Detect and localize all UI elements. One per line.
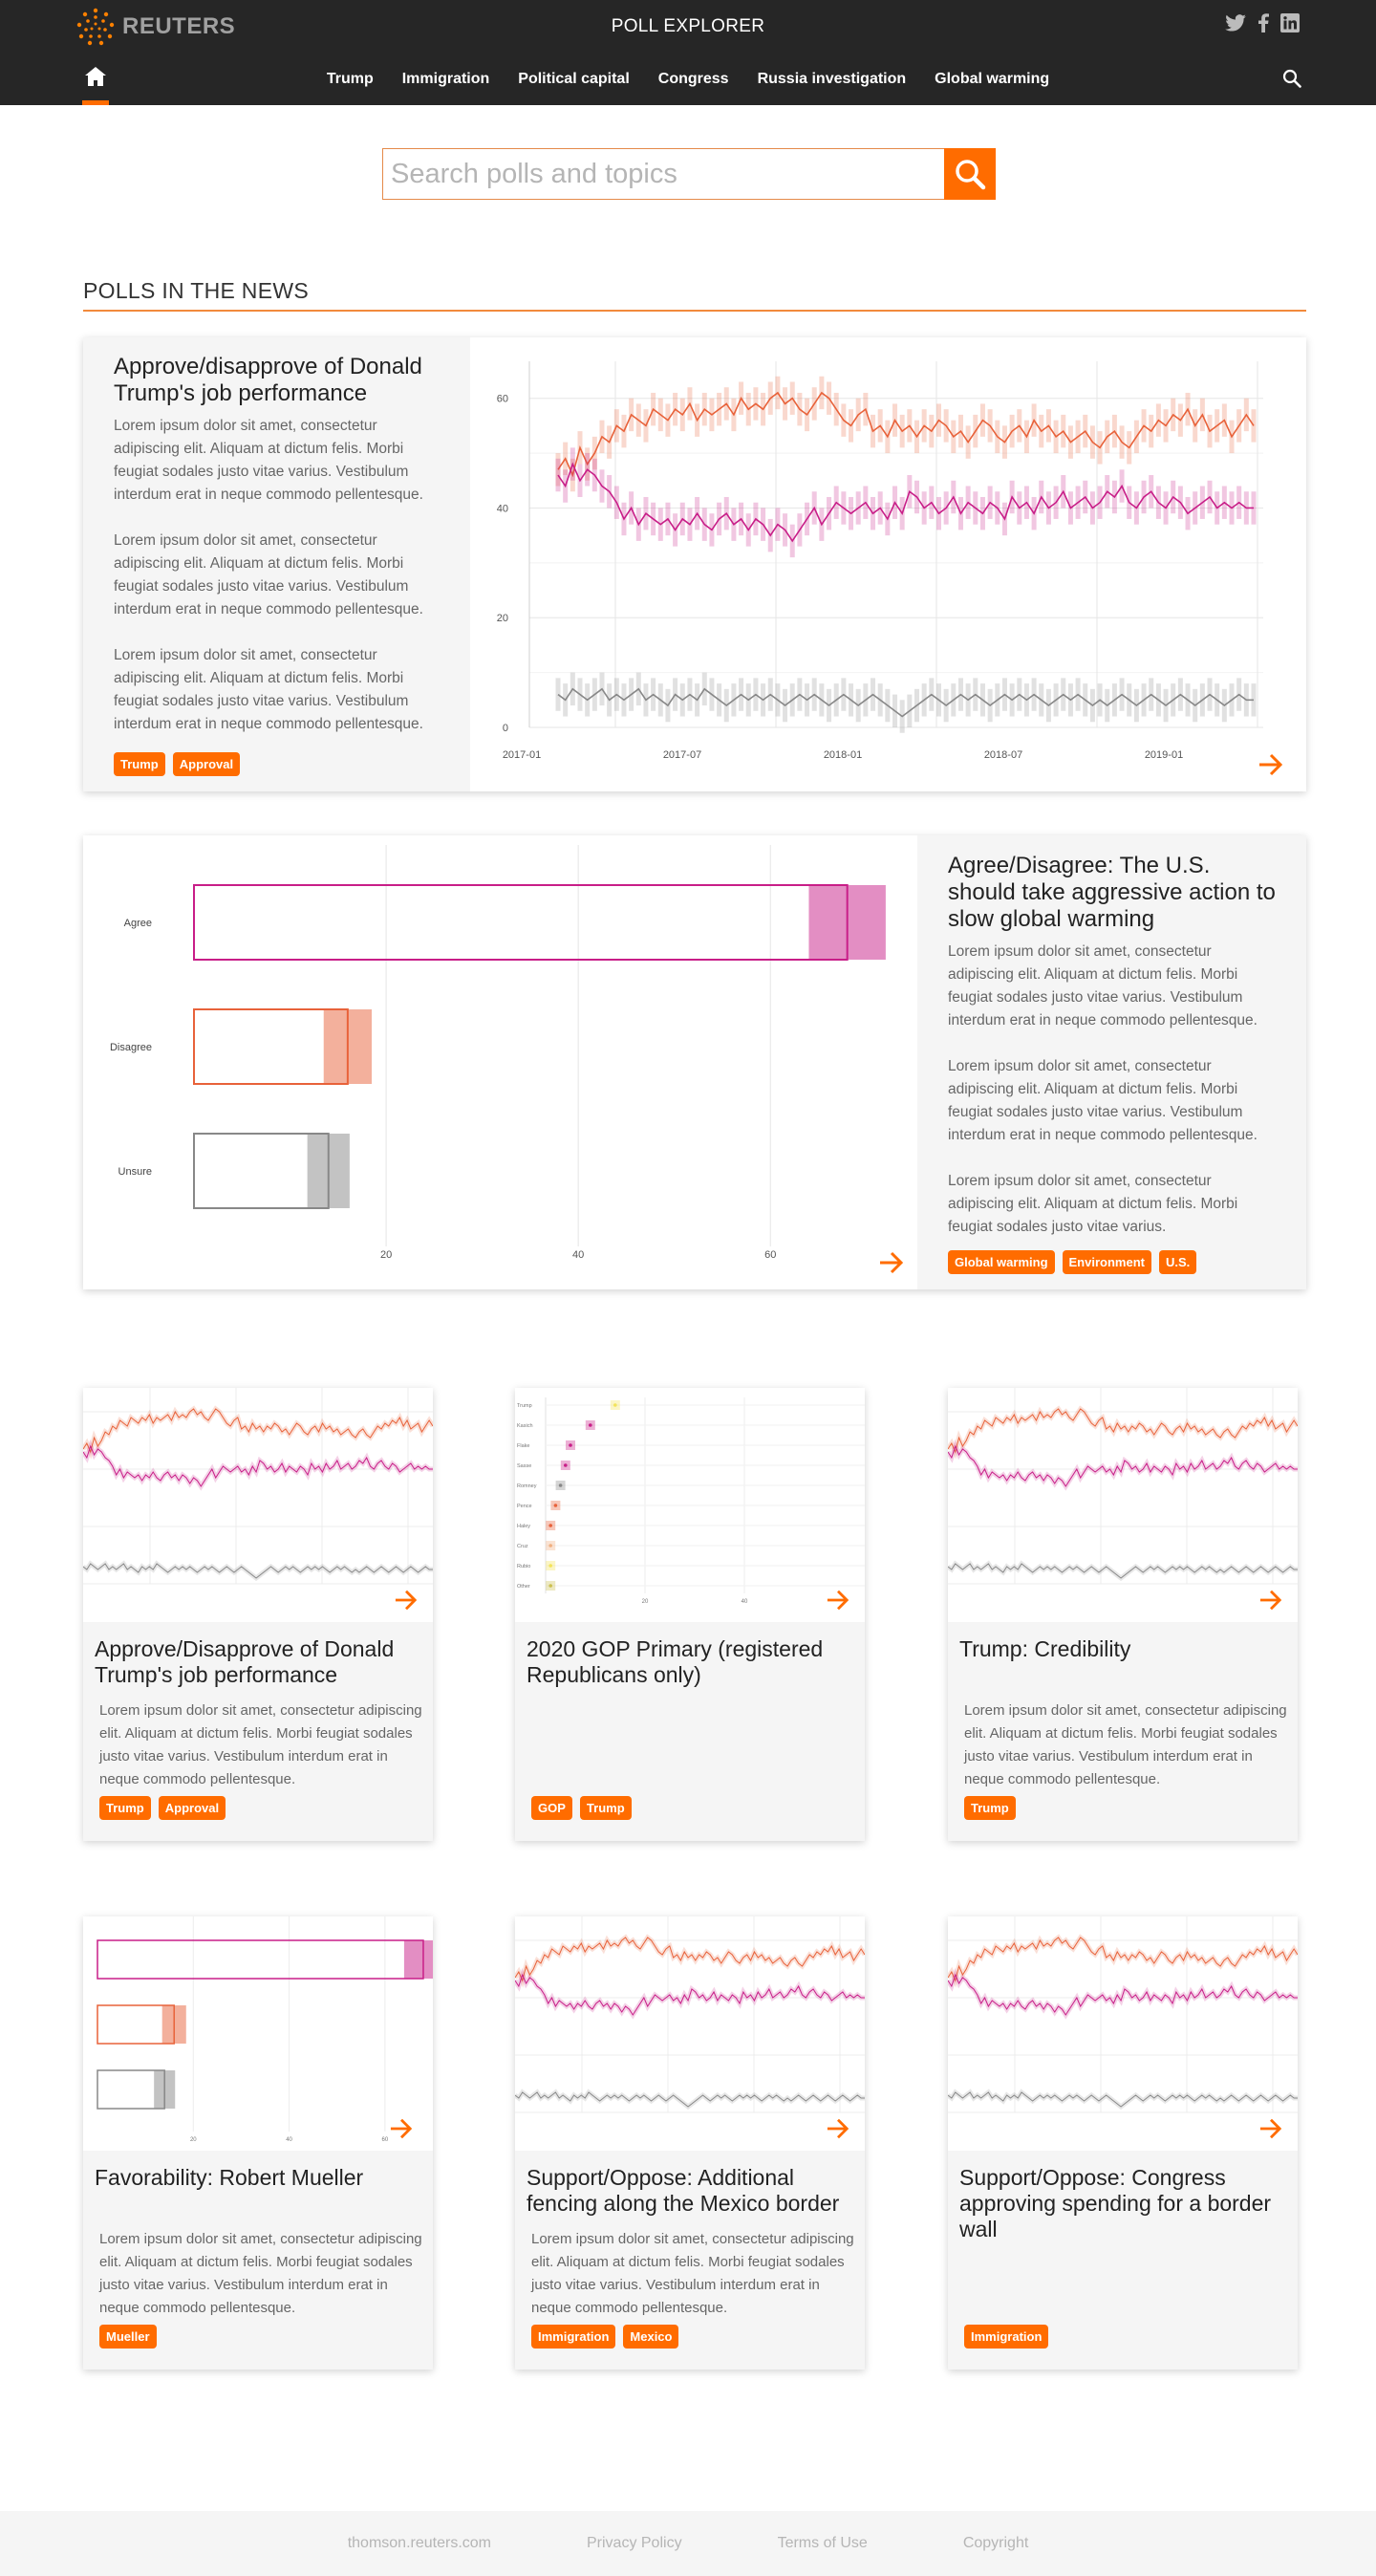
category-label: Rubio bbox=[517, 1564, 531, 1569]
x-tick-label: 40 bbox=[741, 1599, 748, 1605]
series-band bbox=[515, 1937, 865, 1981]
tag[interactable]: U.S. bbox=[1159, 1250, 1196, 1274]
tag[interactable]: Environment bbox=[1063, 1250, 1151, 1274]
poll-card-thumbnail bbox=[83, 1388, 433, 1622]
poll-card-title: Favorability: Robert Mueller bbox=[95, 2165, 364, 2190]
tag[interactable]: Trump bbox=[114, 752, 165, 776]
tag[interactable]: Trump bbox=[580, 1796, 632, 1820]
arrow-right-icon[interactable] bbox=[878, 1250, 905, 1275]
x-tick-label: 2017-01 bbox=[502, 749, 542, 761]
search-input[interactable] bbox=[382, 148, 944, 200]
tag-list bbox=[948, 1250, 1196, 1274]
y-tick-label: 40 bbox=[496, 503, 508, 515]
series-line bbox=[83, 1446, 433, 1486]
series-band bbox=[948, 1937, 1298, 1981]
category-label: Kasich bbox=[517, 1423, 533, 1429]
footer-link-terms-of-use[interactable]: Terms of Use bbox=[777, 2535, 868, 2551]
poll-card-thumbnail bbox=[83, 1916, 433, 2151]
poll-card[interactable] bbox=[948, 1388, 1298, 1841]
poll-card[interactable] bbox=[83, 1388, 433, 1841]
feature-card-body bbox=[114, 415, 440, 736]
paragraph: Lorem ipsum dolor sit amet, consectetur adipiscing elit. Aliquam at dictum felis. Morbi feugiat sodales justo vitae varius. Vestibulum interdum erat in neque commodo pellentesque. bbox=[948, 943, 1258, 1028]
footer-link-thomson-reuters[interactable]: thomson.reuters.com bbox=[347, 2535, 491, 2551]
top-bar bbox=[0, 0, 1376, 105]
ci-bar bbox=[556, 678, 561, 710]
tag-list bbox=[99, 1796, 226, 1820]
series-band bbox=[948, 1564, 1298, 1578]
tag-list bbox=[964, 1796, 1016, 1820]
tag-list bbox=[99, 2325, 157, 2349]
series-band bbox=[515, 2092, 865, 2107]
logo-text: REUTERS bbox=[122, 13, 236, 39]
poll-card-body: Lorem ipsum dolor sit amet, consectetur adipiscing elit. Aliquam at dictum felis. Morbi feugiat sodales justo vitae varius. Vestibulum interdum erat in neque commodo pellentesque. bbox=[99, 1702, 422, 1787]
poll-card-title: Support/Oppose: Congress approving spending for a border wall bbox=[959, 2165, 1272, 2241]
tag[interactable]: Immigration bbox=[531, 2325, 615, 2349]
x-tick-label: 20 bbox=[379, 1249, 393, 1261]
paragraph: Lorem ipsum dolor sit amet, consectetur adipiscing elit. Aliquam at dictum felis. Morbi feugiat sodales justo vitae varius. Vestibulum interdum erat in neque commodo pellentesque. bbox=[948, 1058, 1258, 1143]
x-tick-label: 20 bbox=[641, 1599, 649, 1605]
ci-band bbox=[404, 1940, 433, 1979]
poll-card[interactable] bbox=[515, 1916, 865, 2370]
nav-congress[interactable]: Congress bbox=[657, 71, 729, 87]
poll-card-title: 2020 GOP Primary (registered Republicans only) bbox=[527, 1636, 824, 1687]
data-point bbox=[548, 1524, 552, 1527]
poll-card-body: Lorem ipsum dolor sit amet, consectetur adipiscing elit. Aliquam at dictum felis. Morbi feugiat sodales justo vitae varius. Vestibulum interdum erat in neque commodo pellentesque. bbox=[99, 2231, 422, 2316]
feature-card-body bbox=[948, 941, 1276, 1239]
poll-card-thumbnail bbox=[515, 1388, 865, 1622]
category-label: Haley bbox=[517, 1524, 531, 1529]
nav-russia-investigation[interactable]: Russia investigation bbox=[757, 71, 907, 87]
category-label: Disagree bbox=[109, 1042, 152, 1053]
x-tick-label: 2018-07 bbox=[983, 749, 1023, 761]
poll-card-body: Lorem ipsum dolor sit amet, consectetur adipiscing elit. Aliquam at dictum felis. Morbi feugiat sodales justo vitae varius. Vestibulum interdum erat in neque commodo pellentesque. bbox=[964, 1702, 1287, 1787]
search-icon bbox=[954, 158, 986, 190]
poll-card-thumbnail bbox=[948, 1916, 1298, 2151]
data-point bbox=[589, 1423, 592, 1427]
poll-card[interactable] bbox=[83, 1916, 433, 2370]
facebook-icon[interactable] bbox=[1258, 13, 1269, 32]
tag[interactable]: Approval bbox=[159, 1796, 226, 1820]
y-tick-label: 20 bbox=[496, 613, 508, 625]
tag-list bbox=[114, 752, 240, 776]
category-label: Agree bbox=[123, 918, 152, 929]
arrow-right-icon[interactable] bbox=[1258, 752, 1284, 777]
poll-card-thumbnail bbox=[948, 1388, 1298, 1622]
data-point bbox=[554, 1504, 558, 1507]
data-point bbox=[564, 1463, 568, 1467]
paragraph: Lorem ipsum dolor sit amet, consectetur adipiscing elit. Aliquam at dictum felis. Morbi feugiat sodales justo vitae varius. bbox=[948, 1173, 1238, 1235]
arrow-right-icon[interactable] bbox=[389, 2117, 414, 2140]
feature-card-title: Approve/disapprove of Donald Trump's job performance bbox=[114, 354, 422, 406]
data-point bbox=[559, 1483, 563, 1487]
tag[interactable]: Trump bbox=[964, 1796, 1016, 1820]
site-title: POLL EXPLORER bbox=[611, 16, 765, 36]
tag[interactable]: Trump bbox=[99, 1796, 151, 1820]
category-label: Trump bbox=[517, 1403, 532, 1409]
approval-line-chart bbox=[470, 337, 1306, 791]
poll-card-title: Approve/Disapprove of Donald Trump's job performance bbox=[95, 1636, 395, 1687]
feature-card-text bbox=[83, 337, 470, 791]
arrow-right-icon[interactable] bbox=[394, 1589, 419, 1612]
feature-card-global-warming[interactable] bbox=[83, 835, 1306, 1289]
series-band bbox=[83, 1409, 433, 1452]
nav-immigration[interactable]: Immigration bbox=[401, 71, 490, 87]
x-tick-label: 20 bbox=[189, 2137, 197, 2143]
paragraph: Lorem ipsum dolor sit amet, consectetur adipiscing elit. Aliquam at dictum felis. Morbi feugiat sodales justo vitae varius. Vestibulum interdum erat in neque commodo pellentesque. bbox=[114, 532, 423, 617]
x-tick-label: 2019-01 bbox=[1144, 749, 1184, 761]
series-line bbox=[948, 1975, 1298, 2015]
poll-card-body: Lorem ipsum dolor sit amet, consectetur adipiscing elit. Aliquam at dictum felis. Morbi feugiat sodales justo vitae varius. Vestibulum interdum erat in neque commodo pellentesque. bbox=[531, 2231, 854, 2316]
poll-card[interactable] bbox=[948, 1916, 1298, 2370]
category-label: Unsure bbox=[118, 1166, 152, 1178]
category-label: Flake bbox=[517, 1443, 530, 1449]
section-title: POLLS IN THE NEWS bbox=[83, 278, 310, 303]
x-tick-label: 60 bbox=[764, 1249, 777, 1261]
global-warming-bar-chart bbox=[83, 835, 917, 1289]
category-label: Romney bbox=[517, 1483, 537, 1489]
series-band bbox=[948, 1409, 1298, 1452]
search-bar bbox=[382, 148, 996, 200]
poll-card-thumbnail bbox=[515, 1916, 865, 2151]
tag[interactable]: Global warming bbox=[948, 1250, 1055, 1274]
arrow-right-icon[interactable] bbox=[1258, 1589, 1283, 1612]
series-approve bbox=[556, 447, 1257, 557]
tag-list bbox=[531, 2325, 678, 2349]
data-point bbox=[548, 1544, 552, 1548]
nav-political-capital[interactable]: Political capital bbox=[518, 71, 630, 87]
section-divider bbox=[83, 310, 1306, 312]
tag-list bbox=[964, 2325, 1048, 2349]
nav-search-icon[interactable] bbox=[1282, 69, 1301, 88]
x-tick-label: 2017-07 bbox=[662, 749, 702, 761]
poll-card[interactable] bbox=[515, 1388, 865, 1841]
x-tick-label: 40 bbox=[286, 2137, 292, 2143]
series-band bbox=[948, 2092, 1298, 2107]
series-band bbox=[83, 1564, 433, 1578]
poll-card-title: Trump: Credibility bbox=[959, 1636, 1131, 1661]
x-tick-label: 2018-01 bbox=[823, 749, 863, 761]
series-line bbox=[948, 1446, 1298, 1486]
data-point bbox=[548, 1584, 552, 1588]
feature-card-title: Agree/Disagree: The U.S. should take aggressive action to slow global warming bbox=[948, 853, 1276, 932]
paragraph: Lorem ipsum dolor sit amet, consectetur adipiscing elit. Aliquam at dictum felis. Morbi feugiat sodales justo vitae varius. Vestibulum interdum erat in neque commodo pellentesque. bbox=[114, 647, 423, 732]
tag[interactable]: GOP bbox=[531, 1796, 572, 1820]
y-tick-label: 0 bbox=[502, 723, 508, 734]
category-label: Sasse bbox=[517, 1463, 532, 1469]
arrow-right-icon[interactable] bbox=[1258, 2117, 1283, 2140]
linkedin-icon[interactable] bbox=[1280, 13, 1300, 32]
feature-card-text bbox=[917, 835, 1306, 1289]
x-tick-label: 40 bbox=[572, 1249, 585, 1261]
social-links bbox=[1225, 13, 1300, 32]
tag-list bbox=[531, 1796, 632, 1820]
search-button[interactable] bbox=[944, 148, 996, 200]
arrow-right-icon[interactable] bbox=[826, 2117, 850, 2140]
paragraph: Lorem ipsum dolor sit amet, consectetur adipiscing elit. Aliquam at dictum felis. Morbi feugiat sodales justo vitae varius. Vestibulum interdum erat in neque commodo pellentesque. bbox=[114, 418, 423, 503]
x-tick-label: 60 bbox=[381, 2137, 389, 2143]
footer-link-copyright[interactable]: Copyright bbox=[962, 2535, 1029, 2551]
data-point bbox=[548, 1564, 552, 1568]
arrow-right-icon[interactable] bbox=[826, 1589, 850, 1612]
twitter-icon[interactable] bbox=[1225, 14, 1246, 32]
tag[interactable]: Mexico bbox=[623, 2325, 678, 2349]
tag[interactable]: Approval bbox=[173, 752, 240, 776]
poll-card-title: Support/Oppose: Additional fencing along the Mexico border bbox=[527, 2165, 840, 2216]
series-disapprove bbox=[556, 377, 1257, 492]
bar bbox=[97, 1940, 423, 1979]
tag[interactable]: Mueller bbox=[99, 2325, 157, 2349]
footer bbox=[0, 2511, 1376, 2576]
series-line bbox=[515, 1975, 865, 2015]
bar bbox=[194, 885, 848, 960]
main-nav bbox=[0, 61, 1376, 105]
nav-trump[interactable]: Trump bbox=[326, 71, 374, 87]
footer-link-privacy-policy[interactable]: Privacy Policy bbox=[586, 2535, 682, 2551]
data-point bbox=[569, 1443, 572, 1447]
series-unsure bbox=[556, 673, 1257, 733]
category-label: Cruz bbox=[517, 1544, 528, 1549]
data-point bbox=[613, 1403, 617, 1407]
y-tick-label: 60 bbox=[496, 393, 508, 405]
category-label: Other bbox=[517, 1584, 530, 1590]
category-label: Pence bbox=[517, 1504, 532, 1509]
nav-global-warming[interactable]: Global warming bbox=[935, 71, 1050, 87]
tag[interactable]: Immigration bbox=[964, 2325, 1048, 2349]
feature-card-trump-approval[interactable] bbox=[83, 337, 1306, 791]
